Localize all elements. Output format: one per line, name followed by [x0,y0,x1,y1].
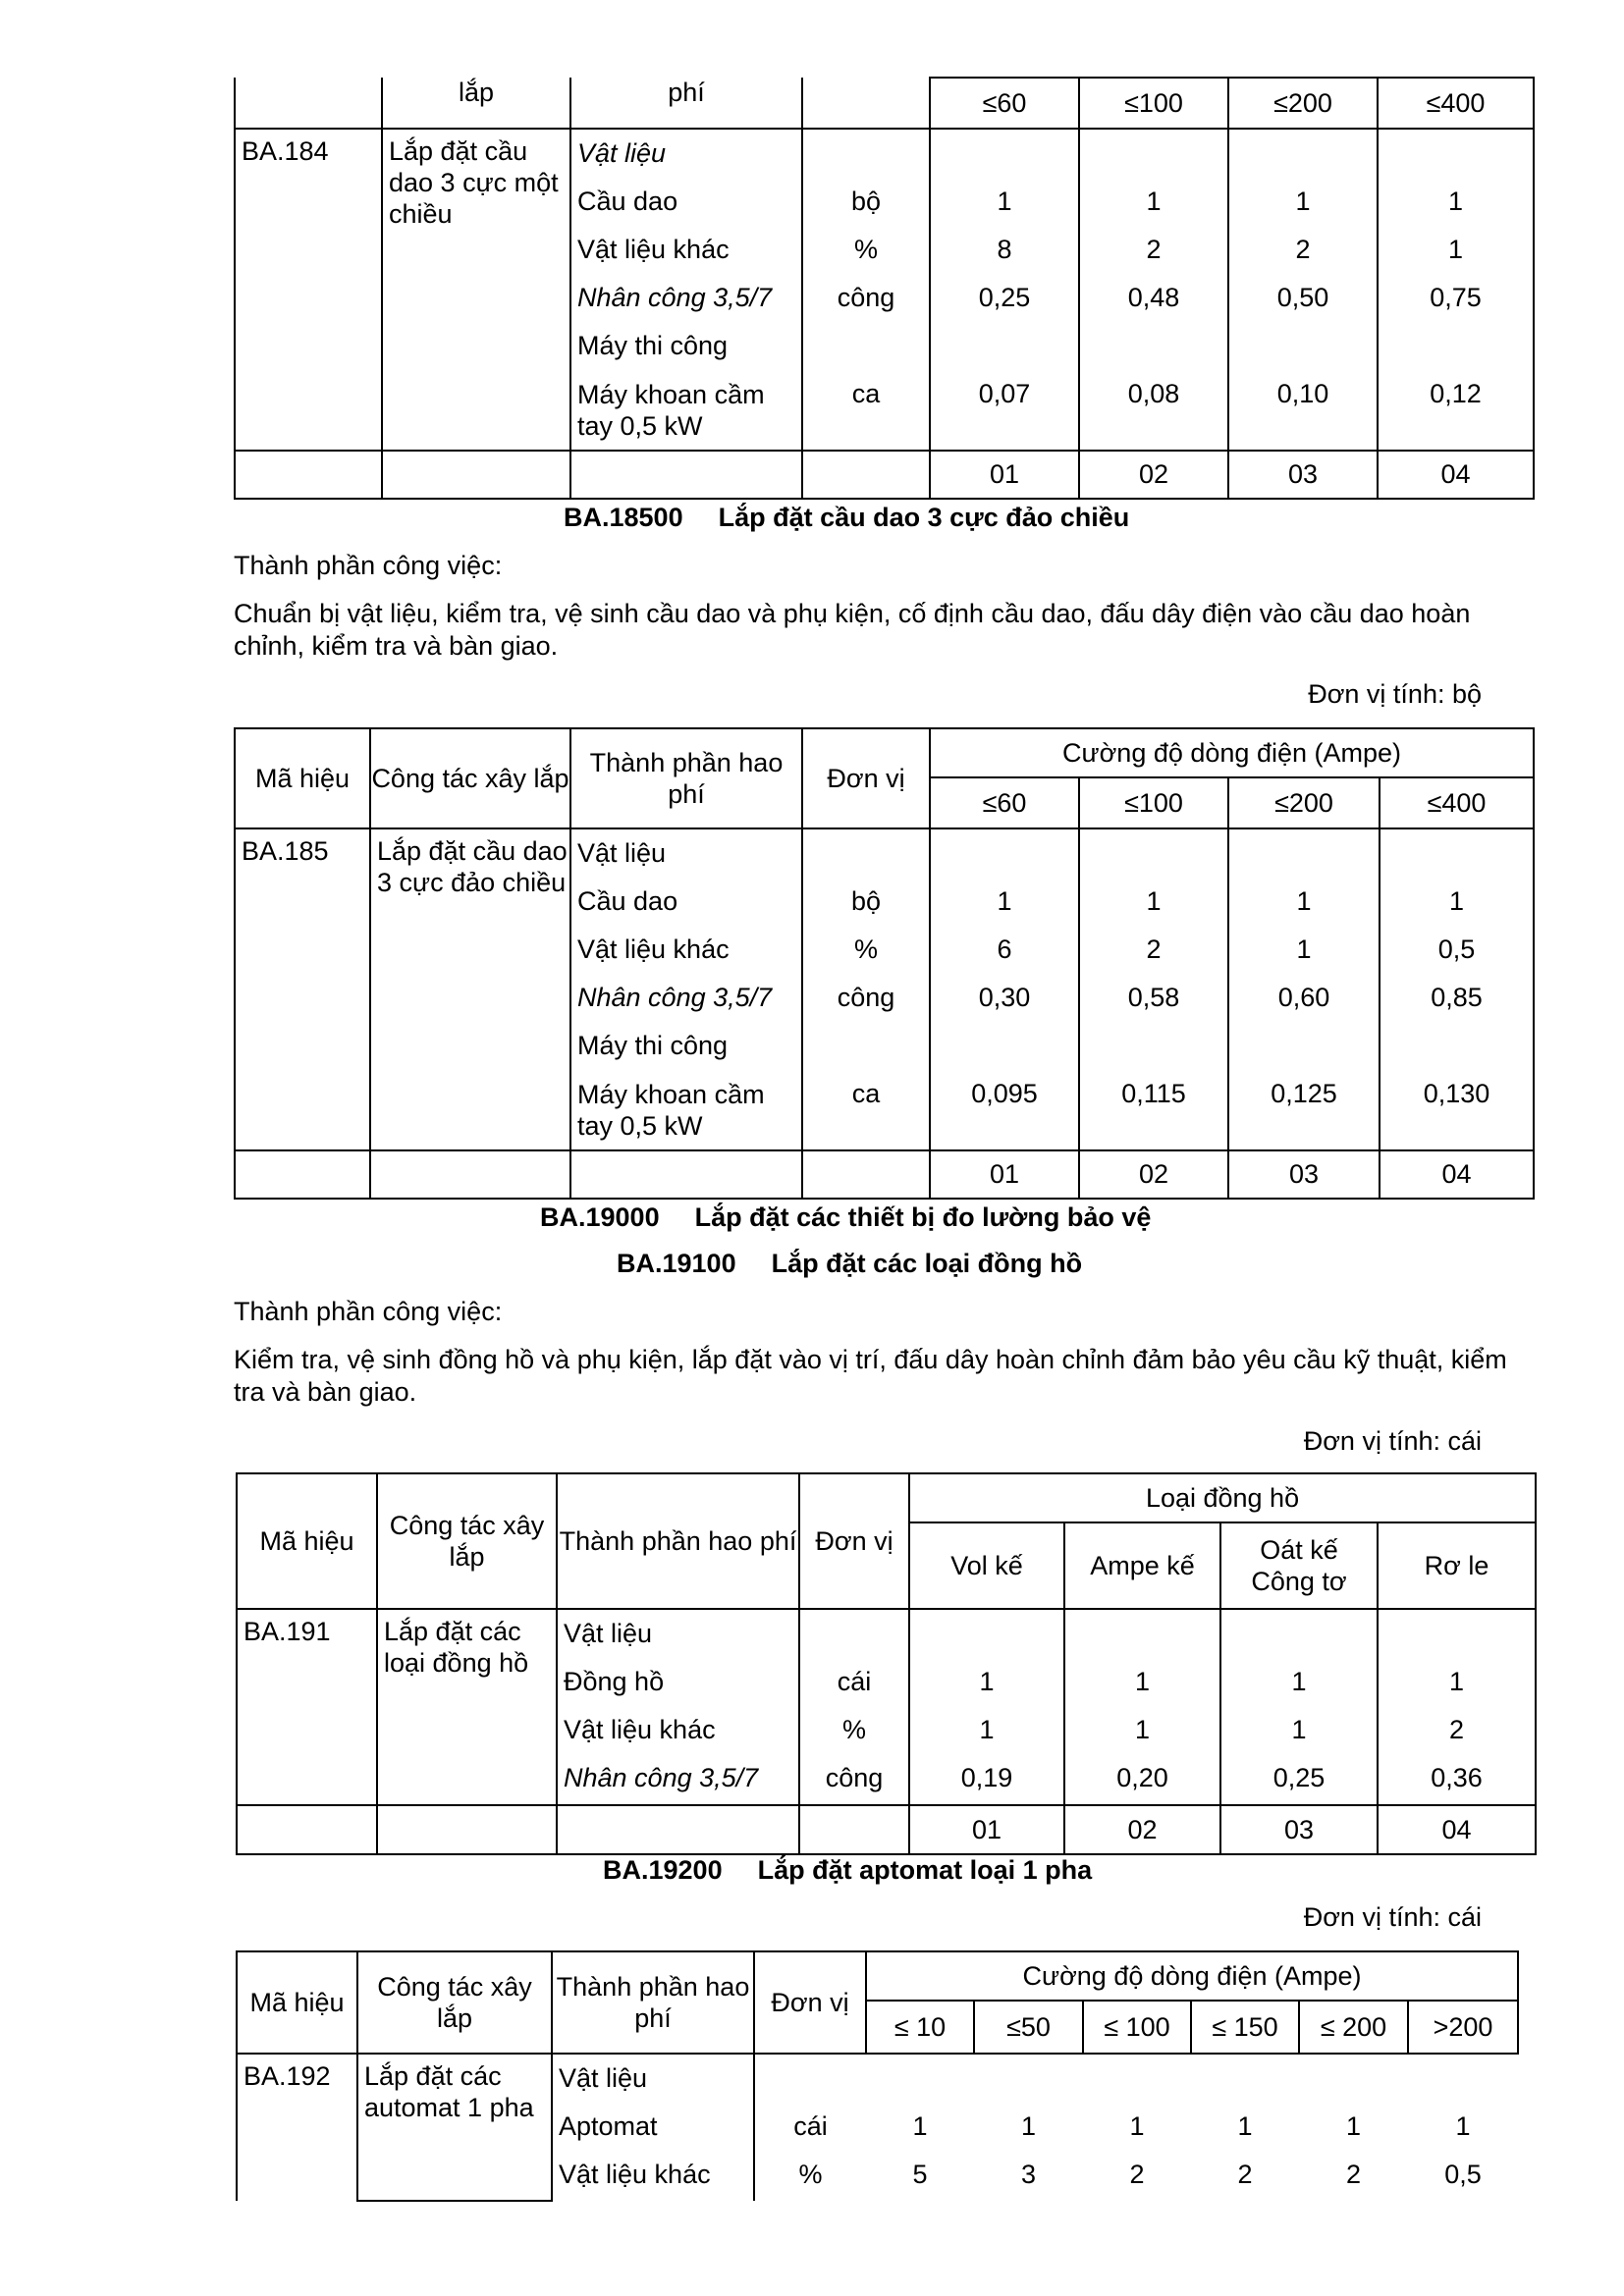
unit-value: cái [793,2111,828,2141]
value: 1 [1449,886,1465,916]
value: 1 [1295,187,1311,216]
value [1229,1022,1379,1070]
header-cell: phí [570,78,802,129]
value: 0,5 [1437,934,1476,964]
component-name: Vật liệu [577,838,667,868]
value-cell [1380,828,1534,1150]
scope-text: Chuẩn bị vật liệu, kiểm tra, vệ sinh cầu dao và phụ kiện, cố định cầu dao, đấu dây điện vào cầu dao hoàn chỉnh, kiểm tra và bàn giao. [234,599,1471,661]
scope-text: Kiểm tra, vệ sinh đồng hồ và phụ kiện, lắp đặt vào vị trí, đấu dây hoàn chỉnh đảm bảo yêu cầu kỹ thuật, kiểm tra và bàn giao. [234,1345,1507,1407]
value: 2 [1345,2160,1362,2189]
header-cell: ≤400 [1378,78,1534,129]
section-title: Lắp đặt cầu dao 3 cực đảo chiều [718,503,1130,532]
unit-value: công [837,283,895,312]
value: 2 [1449,1715,1465,1744]
header-cell [802,78,930,129]
work-cell [382,129,570,451]
unit-cell [802,828,930,1150]
scope-label: Thành phần công việc: [234,551,503,580]
value [931,1022,1078,1070]
value-cell [1228,129,1378,451]
value: 1 [997,187,1012,216]
value: 0,48 [1127,283,1180,312]
value-cell [1228,828,1380,1150]
header-code: Mã hiệu [235,728,370,828]
unit-note: Đơn vị tính: cái [1303,1902,1482,1932]
work-text: Lắp đặt cầu dao 3 cực đảo chiều [377,836,568,897]
value: 0,30 [978,983,1031,1012]
value: 1 [1134,1715,1151,1744]
component-name: Nhân công 3,5/7 [577,283,773,312]
work-text: Lắp đặt các automat 1 pha [364,2061,534,2122]
value: 1 [997,886,1012,916]
section-title: Lắp đặt các loại đồng hồ [771,1249,1083,1278]
unit-value: ca [851,379,881,408]
footer-code: 03 [1228,1150,1380,1199]
sub-header: ≤100 [1079,777,1228,828]
sub-header: ≤60 [930,777,1079,828]
value: 3 [1020,2160,1037,2189]
value: 1 [1345,2111,1362,2141]
value: 0,36 [1431,1763,1483,1792]
table-ba191 [236,1472,1537,1855]
footer-cell [799,1805,909,1854]
component-name: Vật liệu khác [577,235,730,264]
unit-value: % [853,235,878,264]
component-name: Vật liệu [577,138,667,168]
value: 0,75 [1430,283,1482,312]
table-ba185 [234,727,1535,1200]
value: 0,25 [978,283,1031,312]
sub-header: ≤ 100 [1083,2001,1191,2054]
value [1379,322,1533,370]
sub-header: ≤200 [1228,777,1380,828]
value [1379,130,1533,178]
value: 0,115 [1121,1079,1186,1108]
value: 1 [979,1667,995,1696]
value [1065,1610,1219,1658]
code-cell [237,1609,377,1805]
value-cell [1191,2054,1299,2201]
value: 2 [1146,934,1162,964]
value [931,322,1078,370]
footer-cell [377,1805,557,1854]
unit-value [803,829,929,878]
value-cell [1079,828,1228,1150]
code-text: BA.184 [242,136,329,166]
section-heading [617,1249,1082,1279]
footer-code: 04 [1378,451,1534,499]
value: 6 [997,934,1012,964]
unit-value: % [841,1715,866,1744]
component-name: Aptomat [559,2111,658,2141]
unit-value: công [837,983,895,1012]
component-cell [557,1609,799,1805]
header-cell: lắp [382,78,570,129]
value [1408,2055,1518,2103]
sub-header: Ampe kế [1064,1522,1220,1609]
value: 1 [979,1715,995,1744]
value: 1 [1020,2111,1037,2141]
value [1080,1022,1227,1070]
footer-code: 04 [1378,1805,1536,1854]
footer-code: 03 [1228,451,1378,499]
component-name: Máy thi công [577,331,729,360]
unit-note: Đơn vị tính: cái [1303,1426,1482,1456]
header-component: Thành phần hao phí [570,728,802,828]
section-code: BA.19000 [540,1202,660,1232]
unit-value: công [825,1763,884,1792]
sub-header: Oát kế Công tơ [1220,1522,1378,1609]
value-cell [930,129,1079,451]
value: 0,25 [1272,1763,1326,1792]
footer-cell [557,1805,799,1854]
component-cell [570,828,802,1150]
code-cell [235,828,370,1150]
footer-cell [370,1150,570,1199]
component-name: Máy thi công [577,1031,729,1060]
value-cell [1064,1609,1220,1805]
value [1080,130,1227,178]
unit-value: % [798,2160,823,2189]
value: 2 [1129,2160,1145,2189]
work-text: Lắp đặt cầu dao 3 cực một chiều [389,136,559,229]
value: 0,50 [1276,283,1329,312]
unit-value: ca [851,1079,881,1108]
value-cell [866,2054,974,2201]
header-group: Cường độ dòng điện (Ampe) [930,728,1534,777]
header-cell: ≤200 [1228,78,1378,129]
value: 1 [1134,1667,1151,1696]
component-name: Vật liệu [564,1619,653,1648]
value-cell [1299,2054,1408,2201]
value-cell [1079,129,1228,451]
header-work: Công tác xây lắp [377,1473,557,1609]
sub-header: Vol kế [909,1522,1064,1609]
code-text: BA.185 [242,836,329,866]
section-heading [540,1202,1151,1233]
header-cell [235,78,382,129]
value: 0,095 [971,1079,1038,1108]
value: 8 [997,235,1012,264]
value: 1 [1129,2111,1145,2141]
value [1083,2055,1191,2103]
value [1080,322,1227,370]
code-cell [235,129,382,451]
value: 1 [1449,1667,1465,1696]
component-name: Vật liệu [559,2063,648,2093]
component-name: Cầu dao [577,886,678,916]
footer-code: 01 [930,1150,1079,1199]
sub-header: ≤400 [1380,777,1534,828]
footer-code: 02 [1079,1150,1228,1199]
section-code: BA.19200 [603,1855,723,1885]
value: 1 [1447,235,1464,264]
value [1229,130,1377,178]
footer-code: 01 [909,1805,1064,1854]
section-code: BA.18500 [564,503,683,532]
value: 0,08 [1127,379,1180,408]
header-component: Thành phần hao phí [557,1473,799,1609]
header-code: Mã hiệu [237,1951,357,2054]
value [1080,829,1227,878]
value: 0,07 [978,379,1031,408]
footer-code: 02 [1079,451,1228,499]
value: 0,5 [1444,2160,1482,2189]
unit-value: bộ [850,886,882,916]
value-cell [1220,1609,1378,1805]
value [1380,829,1533,878]
value: 5 [912,2160,928,2189]
work-cell [357,2054,552,2201]
value-cell [1408,2054,1518,2201]
value [910,1610,1063,1658]
value [1229,322,1377,370]
value-cell [930,828,1079,1150]
code-text: BA.192 [244,2061,331,2091]
value: 0,20 [1116,1763,1168,1792]
sub-header: ≤50 [974,2001,1083,2054]
value: 1 [1291,1715,1307,1744]
header-unit: Đơn vị [799,1473,909,1609]
value: 0,60 [1277,983,1330,1012]
section-code: BA.19100 [617,1249,736,1278]
value: 1 [1146,886,1162,916]
value: 0,125 [1271,1079,1337,1108]
value: 2 [1237,2160,1253,2189]
footer-code: 04 [1380,1150,1534,1199]
header-cell: ≤60 [930,78,1079,129]
value: 1 [1146,187,1162,216]
value: 2 [1146,235,1162,264]
sub-header: ≤ 150 [1191,2001,1299,2054]
section-title: Lắp đặt các thiết bị đo lường bảo vệ [694,1202,1152,1232]
value [1379,1610,1535,1658]
footer-cell [235,451,382,499]
value-cell [1378,1609,1536,1805]
footer-cell [570,451,802,499]
value [931,829,1078,878]
value: 1 [1296,886,1312,916]
unit-value: bộ [850,187,882,216]
value: 0,85 [1431,983,1483,1012]
value: 0,19 [960,1763,1013,1792]
footer-cell [570,1150,802,1199]
header-group: Cường độ dòng điện (Ampe) [866,1951,1518,2001]
header-work: Công tác xây lắp [357,1951,552,2054]
value-cell [909,1609,1064,1805]
unit-value [803,130,929,178]
value [1380,1022,1533,1070]
footer-cell [382,451,570,499]
header-unit: Đơn vị [802,728,930,828]
value [866,2055,974,2103]
unit-value [755,2055,866,2103]
work-cell [377,1609,557,1805]
unit-cell [799,1609,909,1805]
header-work: Công tác xây lắp [370,728,570,828]
value [1191,2055,1299,2103]
value: 0,12 [1430,379,1482,408]
header-component: Thành phần hao phí [552,1951,754,2054]
value [974,2055,1083,2103]
value: 1 [1296,934,1312,964]
unit-cell [802,129,930,451]
component-cell [552,2054,754,2201]
unit-value [803,322,929,370]
unit-value: % [853,934,878,964]
footer-cell [237,1805,377,1854]
footer-cell [235,1150,370,1199]
code-text: BA.191 [244,1617,331,1646]
header-cell: ≤100 [1079,78,1228,129]
footer-code: 01 [930,451,1079,499]
section-heading [564,503,1129,533]
component-name: Vật liệu khác [559,2160,711,2189]
work-cell [370,828,570,1150]
value: 1 [912,2111,928,2141]
value: 1 [1447,187,1464,216]
value [1221,1610,1377,1658]
value: 1 [1291,1667,1307,1696]
value [931,130,1078,178]
code-cell [237,2054,357,2201]
scope-label: Thành phần công việc: [234,1297,503,1326]
value: 1 [1455,2111,1471,2141]
value [1299,2055,1408,2103]
unit-value [803,1022,929,1070]
sub-header: ≤ 10 [866,2001,974,2054]
component-name: Vật liệu khác [577,934,730,964]
section-heading [603,1855,1092,1886]
component-name: Vật liệu khác [564,1715,716,1744]
value-cell [1378,129,1534,451]
footer-code: 02 [1064,1805,1220,1854]
component-name: Cầu dao [577,187,678,216]
footer-cell [802,1150,930,1199]
component-name: Máy khoan cầm tay 0,5 kW [577,380,765,441]
component-name: Máy khoan cầm tay 0,5 kW [577,1080,765,1141]
unit-cell [754,2054,866,2201]
unit-value: cái [837,1667,872,1696]
sub-header: >200 [1408,2001,1518,2054]
sub-header: ≤ 200 [1299,2001,1408,2054]
table-ba184 [234,77,1535,500]
value: 0,58 [1127,983,1180,1012]
value-cell [974,2054,1083,2201]
header-unit: Đơn vị [754,1951,866,2054]
value: 1 [1237,2111,1253,2141]
value: 0,10 [1276,379,1329,408]
sub-header: Rơ le [1378,1522,1536,1609]
unit-value [800,1610,908,1658]
section-title: Lắp đặt aptomat loại 1 pha [757,1855,1093,1885]
component-name: Nhân công 3,5/7 [564,1763,759,1792]
header-code: Mã hiệu [237,1473,377,1609]
component-name: Nhân công 3,5/7 [577,983,773,1012]
value: 0,130 [1423,1079,1490,1108]
value: 2 [1295,235,1311,264]
unit-note: Đơn vị tính: bộ [1308,679,1482,709]
work-text: Lắp đặt các loại đồng hồ [384,1617,529,1678]
value [1229,829,1379,878]
footer-code: 03 [1220,1805,1378,1854]
component-cell [570,129,802,451]
header-group: Loại đồng hồ [909,1473,1536,1522]
table-ba192 [236,1950,1519,2202]
footer-cell [802,451,930,499]
component-name: Đồng hồ [564,1667,665,1696]
value-cell [1083,2054,1191,2201]
